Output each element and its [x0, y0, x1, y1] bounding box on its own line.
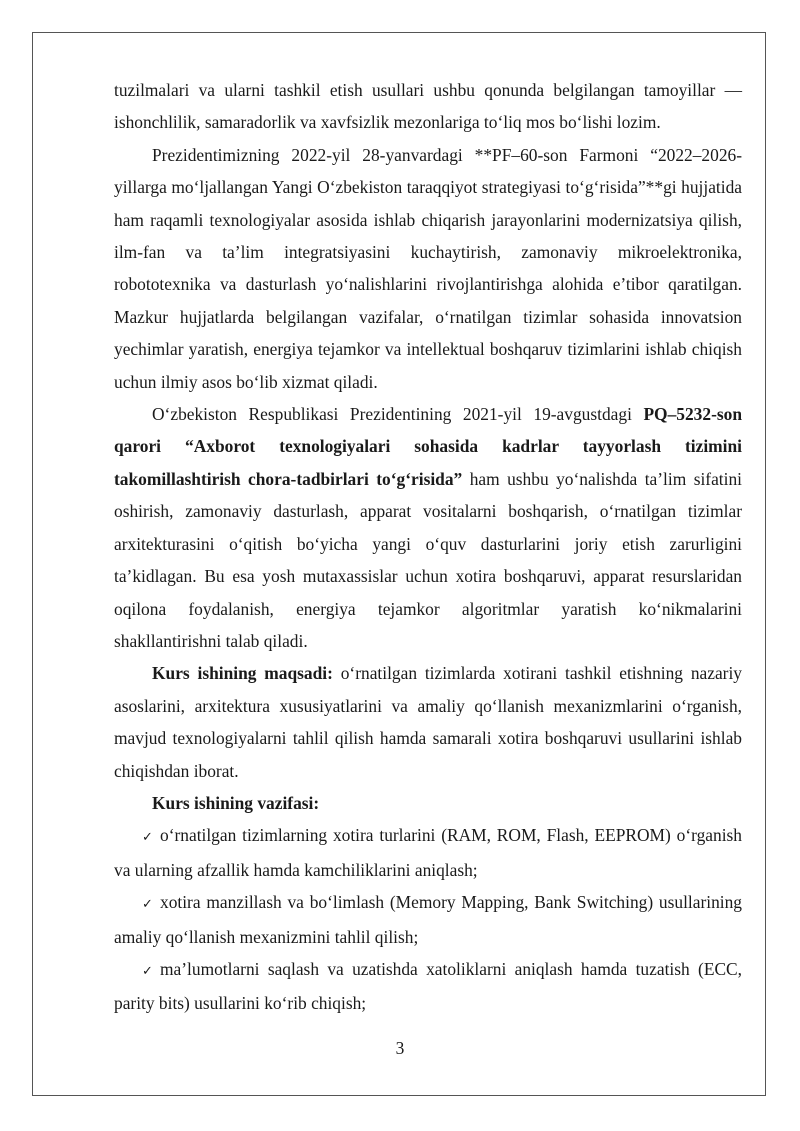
checkmark-icon: ✓ — [142, 896, 153, 912]
page-number: 3 — [395, 1038, 405, 1058]
paragraph-3-tail: ham ushbu yoʻnalishda ta’lim sifatini oshirish, zamonaviy dasturlash, apparat vositalarni boshqarish, oʻrnatilgan tizimlar arxitekturasini oʻqitish boʻyicha yangi oʻquv dasturlarini joriy etish zarurligini ta’kidlagan. Bu esa yosh mutaxassislar uchun xotira boshqaruvi, apparat resurslaridan oqilona foydalanish, energiya tejamkor algoritmlar yaratish koʻnikmalarini shakllantirishni talab qiladi. — [114, 468, 742, 651]
course-goal-label: Kurs ishining maqsadi: — [152, 663, 333, 684]
checkmark-icon: ✓ — [142, 829, 153, 845]
paragraph-1: tuzilmalari va ularni tashkil etish usullari ushbu qonunda belgilangan tamoyillar — ishonchlilik, samaradorlik va xavfsizlik mezonlariga toʻliq mos boʻlishi lozim. — [114, 80, 742, 133]
document-body — [114, 74, 742, 1020]
paragraph-2: Prezidentimizning 2022-yil 28-yanvardagi **PF–60-son Farmoni “2022–2026-yillarga moʻljallangan Yangi Oʻzbekiston taraqqiyot strategiyasi toʻgʻrisida”**gi hujjatida ham raqamli texnologiyalar asosida ishlab chiqarish jarayonlarini modernizatsiya qilish, ilm-fan va ta’lim integratsiyasini kuchaytirish, zamonaviy mikroelektronika, robototexnika va dasturlash yoʻnalishlarini rivojlantirishga alohida e’tibor qaratilgan. Mazkur hujjatlarda belgilangan vazifalar, oʻrnatilgan tizimlar sohasida innovatsion yechimlar yaratish, energiya tejamkor va intellektual boshqaruv tizimlarini ishlab chiqish uchun ilmiy asos boʻlib xizmat qiladi. — [114, 144, 742, 392]
list-item-text: oʻrnatilgan tizimlarning xotira turlarini (RAM, ROM, Flash, EEPROM) oʻrganish va ularning afzallik hamda kamchiliklarini aniqlash; — [114, 825, 742, 880]
paragraph-3-lead: Oʻzbekiston Respublikasi Prezidentining 2021-yil 19-avgustdagi — [152, 404, 644, 425]
list-item — [114, 886, 742, 953]
checkmark-icon: ✓ — [142, 962, 153, 978]
paragraph-3-decree-title: PQ–5232-son qarori “Axborot texnologiyalari sohasida kadrlar tayyorlash tizimini takomillashtirish chora-tadbirlari toʻgʻrisida” — [114, 404, 742, 489]
list-item-text: xotira manzillash va boʻlimlash (Memory Mapping, Bank Switching) usullarining amaliy qoʻllanish mexanizmini tahlil qilish; — [114, 892, 742, 947]
list-item — [114, 819, 742, 886]
course-goal-paragraph — [114, 657, 742, 787]
list-item — [114, 953, 742, 1020]
list-item-text: ma’lumotlarni saqlash va uzatishda xatoliklarni aniqlash hamda tuzatish (ECC, parity bits) usullarini koʻrib chiqish; — [114, 958, 742, 1014]
course-goal-text: oʻrnatilgan tizimlarda xotirani tashkil etishning nazariy asoslarini, arxitektura xususiyatlarini va amaliy qoʻllanish mexanizmlarini oʻrganish, mavjud texnologiyalarni tahlil qilish hamda samarali xotira boshqaruvi usullarini ishlab chiqishdan iborat. — [114, 663, 742, 781]
paragraph-3 — [114, 398, 742, 657]
course-tasks-heading: Kurs ishining vazifasi: — [152, 792, 320, 813]
